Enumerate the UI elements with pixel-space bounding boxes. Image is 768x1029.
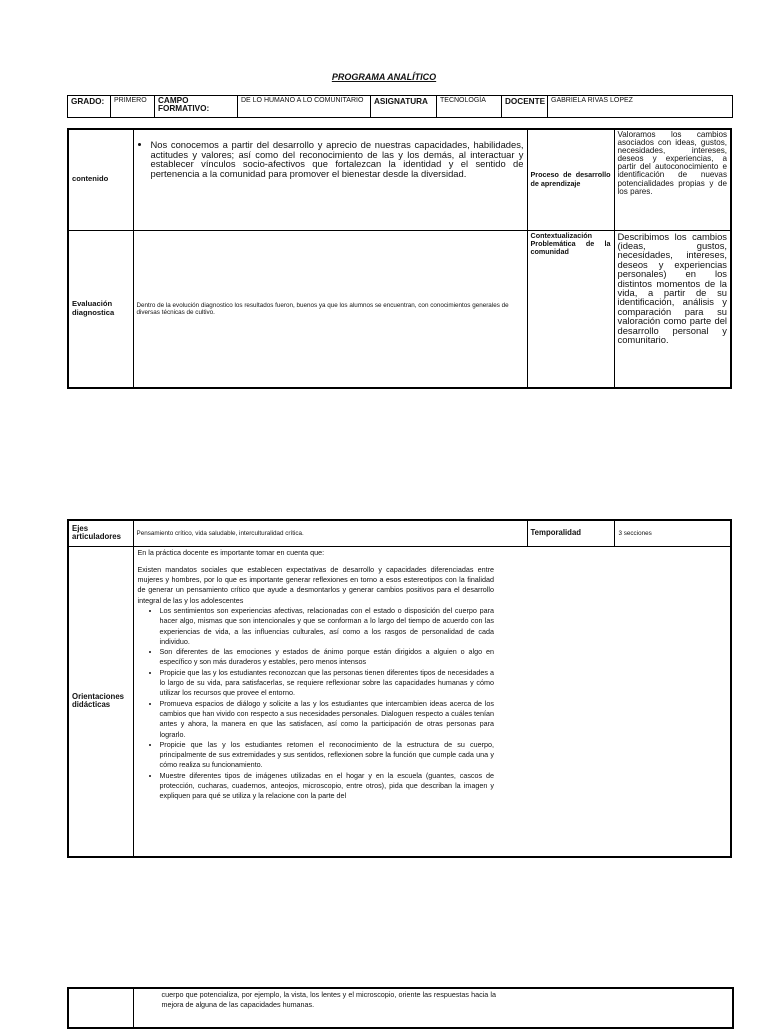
orientaciones-list xyxy=(138,606,495,802)
temporalidad-value: 3 secciones xyxy=(614,520,731,546)
orientaciones-label: Orientaciones didácticas xyxy=(68,546,133,857)
asignatura-label: ASIGNATURA xyxy=(371,96,437,118)
contenido-label: contenido xyxy=(68,129,133,230)
temporalidad-label: Temporalidad xyxy=(527,520,614,546)
continuation-table xyxy=(67,987,734,1029)
evaluacion-label: Evaluación diagnostica xyxy=(68,230,133,388)
docente-value: GABRIELA RIVAS LOPEZ xyxy=(548,96,733,118)
contenido-list xyxy=(137,140,524,178)
list-item: • Propicie que las y los estudiantes retomen el reconocimiento de la estructura de su cuerpo, principalmente de sus extremidades y sus sentidos, reflexionen sobre la función que cumple cada una y cómo realiza su funcionamiento. xyxy=(160,740,495,771)
ejes-label: Ejes articuladores xyxy=(68,520,133,546)
proceso-label: Proceso de desarrollo de aprendizaje xyxy=(527,129,614,230)
list-item: • Promueva espacios de diálogo y solicite a las y los estudiantes que intercambien ideas acerca de los cambios que han vivido con respecto a sus necesidades personales. Dialoguen respecto a cuáles tenían antes y ahora, la manera en que las satisfacen, así como la participación de otras personas para lograrlo. xyxy=(160,699,495,740)
contextualizacion-text: Describimos los cambios (ideas, gustos, necesidades, intereses, deseos y experiencias personales) en los distintos momentos de la vida, a partir de su identificación, análisis y comparación para su valoración como parte del desarrollo personal y comunitario. xyxy=(614,230,731,388)
evaluacion-text: Dentro de la evolución diagnostico los resultados fueron, buenos ya que los alumnos se encuentran, con conocimientos generales de diversas técnicas de cultivo. xyxy=(133,230,527,388)
content-table xyxy=(67,128,732,389)
list-item: • Propicie que las y los estudiantes reconozcan que las personas tienen diferentes tipos de necesidades a lo largo de su vida, para satisfacerlas, se requiere reflexionar sobre las capacidades humanas y cómo utilizar los recursos que provee el entorno. xyxy=(160,668,495,699)
continuation-label-cell xyxy=(68,988,133,1028)
list-item: • Muestre diferentes tipos de imágenes utilizadas en el hogar y en la escuela (guantes, cascos de protección, cucharas, cuadernos, anteojos, microscopio, entre otros), pida que describan la imagen y expliquen para qué se utiliza y la relacione con la parte del xyxy=(160,771,495,802)
orientaciones-table xyxy=(67,519,732,858)
proceso-text: Valoramos los cambios asociados con ideas, gustos, necesidades, intereses, deseos y experiencias, a partir del autoconocimiento e identificación de nuevas potencialidades propias y de los pares. xyxy=(614,129,731,230)
document-title: PROGRAMA ANALÍTICO xyxy=(331,72,437,82)
intro-line: En la práctica docente es importante tomar en cuenta que: xyxy=(137,547,325,557)
contenido-text: • Nos conocemos a partir del desarrollo y aprecio de nuestras capacidades, habilidades, actitudes y valores; así como del reconocimiento de las y los demás, al interactuar y establecer vínculos socio-afectivos que fortalezcan la identidad y el sentido de pertenencia a la comunidad para promover el bienestar desde la diversidad. xyxy=(151,140,524,178)
campo-value: DE LO HUMANO A LO COMUNITARIO xyxy=(238,96,371,118)
continuation-text: cuerpo que potencializa, por ejemplo, la vista, los lentes y el microscopio, oriente las respuestas hacia la mejora de alguna de las capacidades humanas. xyxy=(161,990,496,1010)
intro-paragraph: Existen mandatos sociales que establecen expectativas de desarrollo y capacidades diferenciadas entre mujeres y hombres, por lo que es importante generar reflexiones en torno a esos estereotipos con la finalidad de generar un pensamiento crítico que ayude a desmontarlos y generar cambios positivos para el desarrollo integral de las y los adolescentes xyxy=(137,564,494,605)
ejes-text: Pensamiento crítico, vida saludable, interculturalidad crítica. xyxy=(133,520,527,546)
contextualizacion-label: Contextualización Problemática de la comunidad xyxy=(527,230,614,388)
campo-label: CAMPO FORMATIVO: xyxy=(155,96,238,118)
list-item: • Son diferentes de las emociones y estados de ánimo porque están dirigidos a alguien o algo en específico y son más duraderos y estables, pero menos intensos xyxy=(160,647,495,668)
grado-value: PRIMERO xyxy=(111,96,155,118)
list-item: • Los sentimientos son experiencias afectivas, relacionadas con el estado o disposición del cuerpo para hacer algo, mismas que son intencionales y que se conforman a lo largo del tiempo de acuerdo con las experiencias de vida, a las influencias culturales, así como a los rasgos de personalidad de cada individuo. xyxy=(160,606,495,647)
asignatura-value: TECNOLOGÍA xyxy=(437,96,502,118)
header-table xyxy=(67,95,733,118)
docente-label: DOCENTE xyxy=(502,96,548,118)
grado-label: GRADO: xyxy=(68,96,111,118)
